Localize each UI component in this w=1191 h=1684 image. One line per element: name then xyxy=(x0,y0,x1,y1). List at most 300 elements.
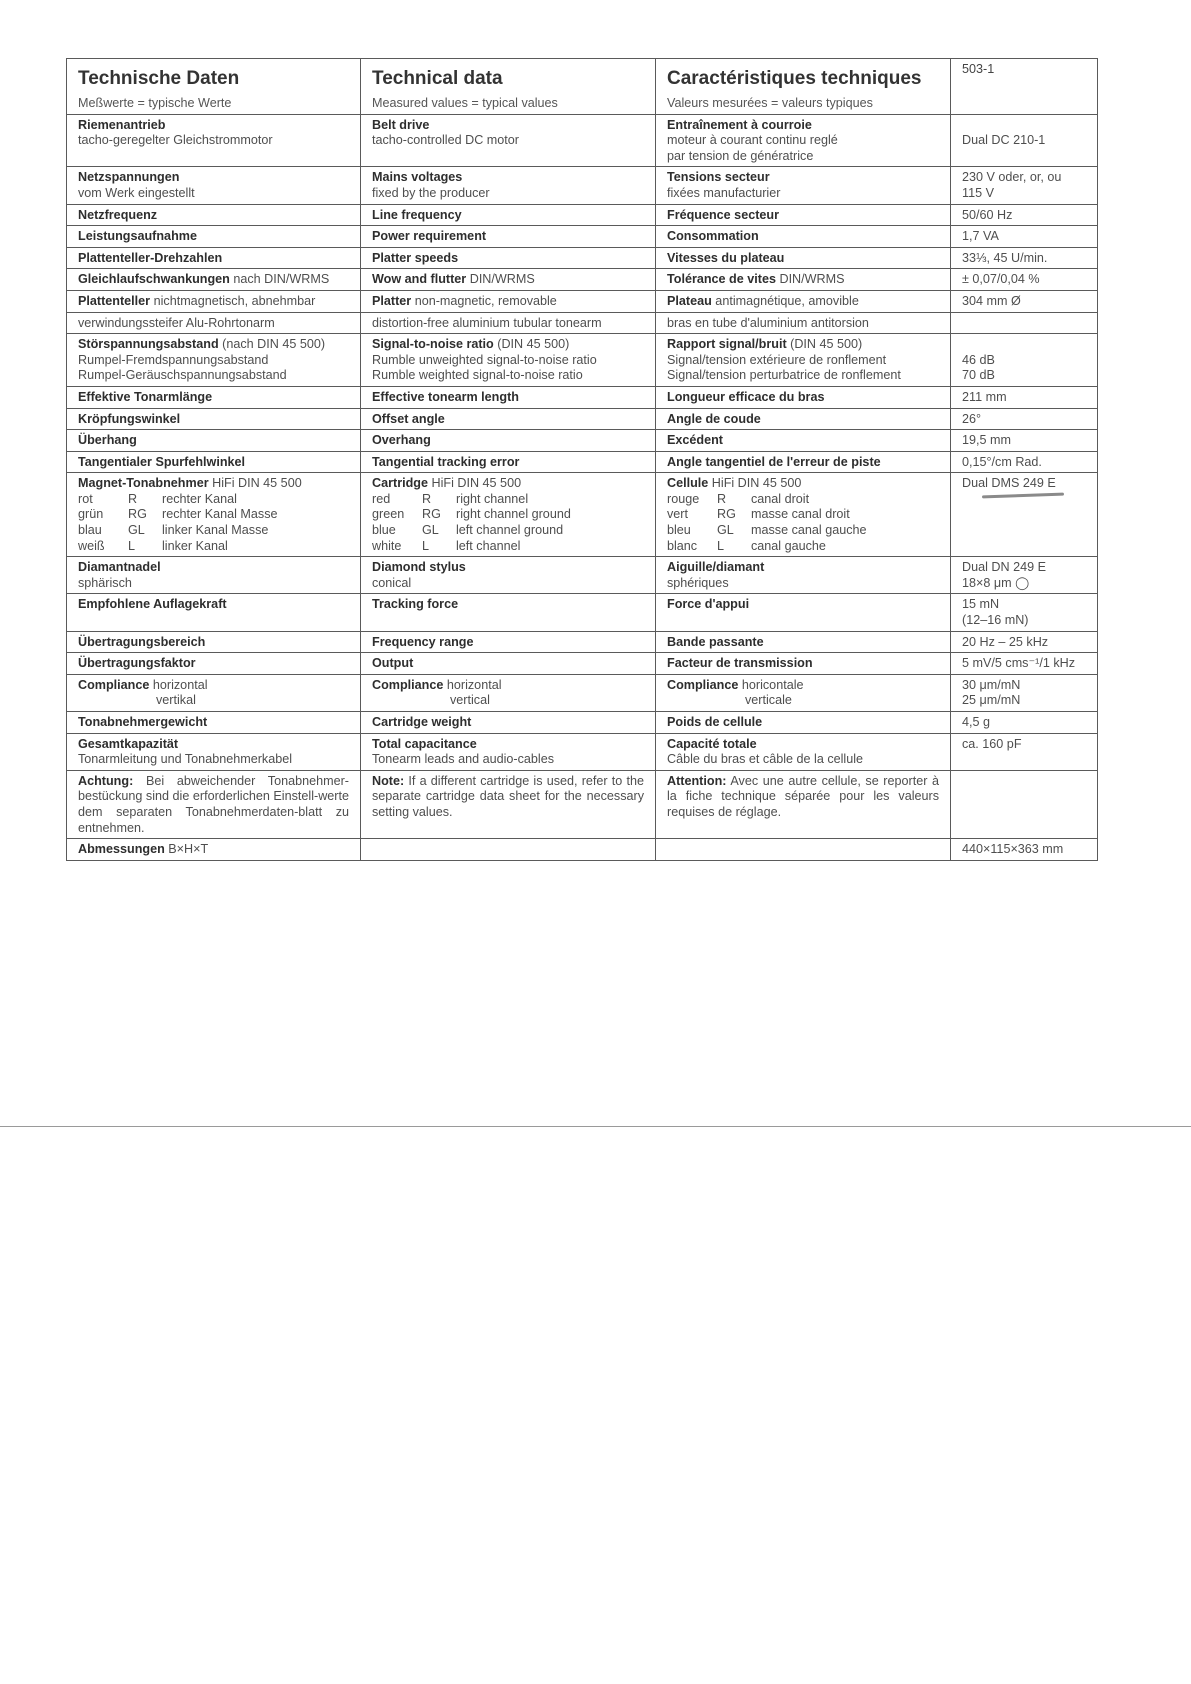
title-english: Technical data xyxy=(372,68,503,89)
label: Angle tangentiel de l'erreur de piste xyxy=(667,454,881,469)
spec-value: 33⅓, 45 U/min. xyxy=(962,250,1048,265)
line xyxy=(78,272,349,288)
note-label: Attention: xyxy=(667,773,727,788)
label-detail: horizontal xyxy=(443,677,502,692)
spec-row-wow-flutter xyxy=(67,269,1098,291)
cell-english xyxy=(361,594,656,631)
wire-line xyxy=(667,492,939,508)
spec-value: Dual DC 210-1 xyxy=(962,133,1046,148)
note-body: Avec une autre cellule, se reporter à la fiche technique séparée pour les valeurs requises de réglage. xyxy=(667,773,939,819)
text: conical xyxy=(372,575,412,590)
cell-german xyxy=(67,712,361,734)
cell-value xyxy=(951,247,1098,269)
line xyxy=(78,678,349,694)
cell-german xyxy=(67,247,361,269)
cell-value xyxy=(951,770,1098,838)
line xyxy=(78,752,349,768)
wire-line xyxy=(78,539,349,555)
label: Kröpfungswinkel xyxy=(78,411,181,426)
line xyxy=(372,752,644,768)
line xyxy=(78,576,349,592)
spec-row-platter-speeds xyxy=(67,247,1098,269)
label-detail: antimagnétique, amovible xyxy=(711,293,859,308)
label: Excédent xyxy=(667,433,723,448)
line xyxy=(667,368,939,384)
note-text xyxy=(372,774,644,821)
spec-value: 19,5 mm xyxy=(962,433,1011,448)
line xyxy=(372,576,644,592)
wire-code: GL xyxy=(717,523,734,538)
text: fixées manufacturier xyxy=(667,185,781,200)
label: Mains voltages xyxy=(372,170,463,185)
label: Tolérance de vites xyxy=(667,272,776,287)
spec-value: 30 μm/mN xyxy=(962,677,1021,692)
spec-row-stylus xyxy=(67,557,1098,594)
label: Capacité totale xyxy=(667,736,757,751)
spec-row-mains-voltages xyxy=(67,167,1098,204)
label-detail: HiFi DIN 45 500 xyxy=(208,476,302,491)
label: Consommation xyxy=(667,229,759,244)
note-body: If a different cartridge is used, refer to the separate cartridge data sheet for the necessary setting values. xyxy=(372,773,644,819)
label: Power requirement xyxy=(372,229,487,244)
cell-french xyxy=(656,114,951,167)
wire-code: L xyxy=(128,538,136,553)
label: Plateau xyxy=(667,293,712,308)
cell-french xyxy=(656,408,951,430)
label: Effective tonearm length xyxy=(372,389,519,404)
text: Signal/tension perturbatrice de ronflement xyxy=(667,368,901,383)
label: Plattenteller xyxy=(78,293,151,308)
label: Total capacitance xyxy=(372,736,477,751)
cell-english xyxy=(361,226,656,248)
page-fold-line xyxy=(0,1126,1191,1127)
spec-value: 230 V oder, or, ou xyxy=(962,170,1062,185)
cell-value xyxy=(951,204,1098,226)
cell-german xyxy=(67,334,361,387)
line xyxy=(372,635,644,651)
label: Offset angle xyxy=(372,411,445,426)
text: Signal/tension extérieure de ronflement xyxy=(667,352,887,367)
wire-color: white xyxy=(372,538,402,553)
line xyxy=(78,693,349,709)
text: moteur à courant continu reglé xyxy=(667,133,838,148)
label-detail: nach DIN/WRMS xyxy=(229,272,330,287)
line xyxy=(78,597,349,613)
line xyxy=(667,693,939,709)
spec-value: Dual DN 249 E xyxy=(962,560,1046,575)
line xyxy=(667,294,939,310)
cell-value xyxy=(951,594,1098,631)
line xyxy=(78,118,349,134)
label: Tangentialer Spurfehlwinkel xyxy=(78,454,246,469)
label: Tangential tracking error xyxy=(372,454,520,469)
cell-german xyxy=(67,653,361,675)
label-detail: DIN/WRMS xyxy=(466,272,535,287)
label: Leistungsaufnahme xyxy=(78,229,197,244)
line xyxy=(78,412,349,428)
wire-code: L xyxy=(422,538,430,553)
wire-code: GL xyxy=(422,523,439,538)
line xyxy=(372,476,644,492)
wire-desc: left channel ground xyxy=(456,523,564,538)
cell-french xyxy=(656,226,951,248)
line xyxy=(78,251,349,267)
wire-line xyxy=(372,523,644,539)
wire-color: bleu xyxy=(667,523,691,538)
label: Vitesses du plateau xyxy=(667,250,785,265)
label: Bande passante xyxy=(667,634,764,649)
cell-french xyxy=(656,312,951,334)
cell-value xyxy=(951,312,1098,334)
line xyxy=(667,337,939,353)
line xyxy=(78,186,349,202)
spec-row-tonearm-length xyxy=(67,386,1098,408)
wire-color: rouge xyxy=(667,491,700,506)
wire-code: RG xyxy=(128,507,147,522)
text: tacho-controlled DC motor xyxy=(372,133,519,148)
label: Cartridge xyxy=(372,476,428,491)
note-text xyxy=(667,774,939,821)
wire-color: blanc xyxy=(667,538,698,553)
line xyxy=(667,149,939,165)
header-german xyxy=(67,59,361,115)
line xyxy=(78,368,349,384)
line xyxy=(667,715,939,731)
cell-english xyxy=(361,204,656,226)
cell-german xyxy=(67,290,361,312)
cell-french xyxy=(656,712,951,734)
note-label: Achtung: xyxy=(78,773,134,788)
label: Line frequency xyxy=(372,207,462,222)
label: Belt drive xyxy=(372,117,430,132)
label: Übertragungsbereich xyxy=(78,634,206,649)
label: Übertragungsfaktor xyxy=(78,656,196,671)
cell-value xyxy=(951,839,1098,861)
cell-german xyxy=(67,631,361,653)
spec-value: 440×115×363 mm xyxy=(962,842,1064,857)
subtitle-english: Measured values = typical values xyxy=(372,96,558,110)
label-detail: non-magnetic, removable xyxy=(411,293,557,308)
cell-german xyxy=(67,674,361,711)
label: Cartridge weight xyxy=(372,715,472,729)
wire-code: R xyxy=(422,491,432,506)
label: Force d'appui xyxy=(667,597,750,612)
line xyxy=(667,455,939,471)
line xyxy=(667,118,939,134)
note-body: Bei abweichender Tonabnehmer-bestückung sind die erforderlichen Einstell-werte dem separaten Tonabnehmerdaten-blatt zu entnehmen. xyxy=(78,773,349,835)
cell-value xyxy=(951,386,1098,408)
line xyxy=(78,842,349,858)
text: sphärisch xyxy=(78,575,132,590)
line xyxy=(667,656,939,672)
line xyxy=(667,576,939,592)
label-detail: DIN/WRMS xyxy=(775,272,845,287)
label: Störspannungsabstand xyxy=(78,337,219,352)
label-detail: (DIN 45 500) xyxy=(493,337,570,352)
cell-german xyxy=(67,204,361,226)
label: Gleichlaufschwankungen xyxy=(78,272,230,287)
line xyxy=(372,678,644,694)
line xyxy=(78,737,349,753)
line xyxy=(667,737,939,753)
wire-desc: linker Kanal xyxy=(162,538,228,553)
cell-english xyxy=(361,269,656,291)
line xyxy=(372,455,644,471)
wire-color: weiß xyxy=(78,538,105,553)
wire-desc: left channel xyxy=(456,538,521,553)
label: Netzfrequenz xyxy=(78,207,158,222)
spec-value: 211 mm xyxy=(962,389,1007,404)
cell-value xyxy=(951,167,1098,204)
wire-desc: masse canal droit xyxy=(751,507,850,522)
cell-french xyxy=(656,770,951,838)
wire-color: grün xyxy=(78,507,104,522)
label-detail: B×H×T xyxy=(164,842,209,857)
wire-color: blue xyxy=(372,523,396,538)
line xyxy=(667,170,939,186)
cell-german xyxy=(67,167,361,204)
line xyxy=(78,455,349,471)
label: Netzspannungen xyxy=(78,170,180,185)
cell-german xyxy=(67,733,361,770)
spec-row-cartridge-weight xyxy=(67,712,1098,734)
line xyxy=(667,476,939,492)
line xyxy=(667,229,939,245)
cell-english xyxy=(361,167,656,204)
spec-row-compliance xyxy=(67,674,1098,711)
line xyxy=(372,272,644,288)
line xyxy=(667,186,939,202)
line xyxy=(78,229,349,245)
wire-color: vert xyxy=(667,507,688,522)
line xyxy=(78,133,349,149)
cell-english xyxy=(361,674,656,711)
label: Diamantnadel xyxy=(78,560,161,575)
text: tacho-geregelter Gleichstrommotor xyxy=(78,133,273,148)
spec-row-dimensions xyxy=(67,839,1098,861)
spec-row-output xyxy=(67,653,1098,675)
line xyxy=(372,229,644,245)
label-detail: nichtmagnetisch, abnehmbar xyxy=(150,293,316,308)
cell-english xyxy=(361,430,656,452)
line xyxy=(78,337,349,353)
text: par tension de génératrice xyxy=(667,148,814,163)
cell-english xyxy=(361,770,656,838)
text: sphériques xyxy=(667,575,729,590)
line xyxy=(372,368,644,384)
line xyxy=(667,597,939,613)
label: Signal-to-noise ratio xyxy=(372,337,494,352)
cell-german xyxy=(67,451,361,473)
line xyxy=(372,251,644,267)
label-detail: horicontale xyxy=(738,677,804,692)
line xyxy=(667,752,939,768)
subtitle-german: Meßwerte = typische Werte xyxy=(78,96,232,110)
label: Überhang xyxy=(78,433,137,448)
text: verwindungssteifer Alu-Rohrtonarm xyxy=(78,315,275,330)
spec-value: 115 V xyxy=(962,185,994,200)
subtitle-french: Valeurs mesurées = valeurs typiques xyxy=(667,96,873,110)
cell-english xyxy=(361,557,656,594)
line xyxy=(78,170,349,186)
cell-french xyxy=(656,631,951,653)
cell-german xyxy=(67,557,361,594)
line xyxy=(372,390,644,406)
wire-line xyxy=(78,507,349,523)
line xyxy=(372,208,644,224)
line xyxy=(372,656,644,672)
label: Diamond stylus xyxy=(372,560,466,575)
note-text xyxy=(78,774,349,836)
spec-value: 26° xyxy=(962,411,982,426)
cell-german xyxy=(67,839,361,861)
cell-french xyxy=(656,653,951,675)
label-detail: (nach DIN 45 500) xyxy=(218,337,326,352)
wire-color: rot xyxy=(78,491,93,506)
cell-value xyxy=(951,631,1098,653)
text: Rumpel-Fremdspannungsabstand xyxy=(78,352,269,367)
spec-row-platter xyxy=(67,290,1098,312)
cell-english xyxy=(361,290,656,312)
line xyxy=(372,316,644,332)
spec-value: 46 dB xyxy=(962,352,995,367)
cell-english xyxy=(361,408,656,430)
wire-code: R xyxy=(717,491,727,506)
line xyxy=(78,715,349,731)
cell-english xyxy=(361,386,656,408)
cell-english xyxy=(361,733,656,770)
cell-english xyxy=(361,473,656,557)
spec-value xyxy=(962,337,1086,353)
line xyxy=(78,560,349,576)
cell-value xyxy=(951,712,1098,734)
wire-desc: rechter Kanal Masse xyxy=(162,507,278,522)
label: Overhang xyxy=(372,433,431,448)
label: Tracking force xyxy=(372,597,459,612)
spec-value: 20 Hz – 25 kHz xyxy=(962,634,1049,649)
wire-desc: linker Kanal Masse xyxy=(162,523,269,538)
label: Poids de cellule xyxy=(667,715,763,729)
label: Wow and flutter xyxy=(372,272,467,287)
label: Cellule xyxy=(667,476,709,491)
wire-line xyxy=(78,523,349,539)
wire-code: R xyxy=(128,491,138,506)
spec-row-capacitance xyxy=(67,733,1098,770)
cell-value xyxy=(951,473,1098,557)
spec-row-offset-angle xyxy=(67,408,1098,430)
spec-value: ± 0,07/0,04 % xyxy=(962,272,1040,287)
cell-french xyxy=(656,557,951,594)
wire-line xyxy=(372,492,644,508)
text: vertikal xyxy=(156,693,196,708)
text: Tonearm leads and audio-cables xyxy=(372,752,555,767)
handwritten-underline xyxy=(982,492,1064,498)
title-german: Technische Daten xyxy=(78,68,240,89)
header-english xyxy=(361,59,656,115)
line xyxy=(667,635,939,651)
cell-french xyxy=(656,451,951,473)
wire-line xyxy=(667,507,939,523)
cell-french xyxy=(656,839,951,861)
cell-english xyxy=(361,839,656,861)
line xyxy=(667,353,939,369)
spec-value: 50/60 Hz xyxy=(962,207,1013,222)
spec-value: 304 mm Ø xyxy=(962,293,1021,308)
line xyxy=(372,560,644,576)
label: Plattenteller-Drehzahlen xyxy=(78,250,223,265)
wire-color: blau xyxy=(78,523,102,538)
label-detail: horizontal xyxy=(149,677,208,692)
label: Tonabnehmergewicht xyxy=(78,715,208,729)
spec-value: ca. 160 pF xyxy=(962,736,1022,751)
line xyxy=(78,476,349,492)
cell-german xyxy=(67,770,361,838)
line xyxy=(78,656,349,672)
cell-french xyxy=(656,247,951,269)
cell-value xyxy=(951,408,1098,430)
spec-value: 0,15°/cm Rad. xyxy=(962,454,1042,469)
line xyxy=(667,390,939,406)
label: Aiguille/diamant xyxy=(667,560,765,575)
cell-value xyxy=(951,733,1098,770)
text: bras en tube d'aluminium antitorsion xyxy=(667,315,869,330)
cell-german xyxy=(67,594,361,631)
cell-english xyxy=(361,312,656,334)
text: fixed by the producer xyxy=(372,185,490,200)
wire-desc: canal droit xyxy=(751,491,810,506)
spec-row-cartridge xyxy=(67,473,1098,557)
wire-line xyxy=(372,507,644,523)
line xyxy=(667,316,939,332)
cell-value xyxy=(951,290,1098,312)
cell-german xyxy=(67,386,361,408)
header-model xyxy=(951,59,1098,115)
text: Rumble weighted signal-to-noise ratio xyxy=(372,368,583,383)
cell-value xyxy=(951,451,1098,473)
text: Rumpel-Geräuschspannungsabstand xyxy=(78,368,287,383)
cell-english xyxy=(361,451,656,473)
wire-line xyxy=(667,523,939,539)
cell-french xyxy=(656,473,951,557)
wire-desc: canal gauche xyxy=(751,538,826,553)
spec-row-tonearm xyxy=(67,312,1098,334)
line xyxy=(78,316,349,332)
wire-code: L xyxy=(717,538,725,553)
line xyxy=(78,433,349,449)
line xyxy=(372,133,644,149)
spec-value: 70 dB xyxy=(962,368,995,383)
note-label: Note: xyxy=(372,773,405,788)
label: Entraînement à courroie xyxy=(667,117,812,132)
line xyxy=(667,433,939,449)
spec-value: 18×8 μm ◯ xyxy=(962,575,1030,590)
wire-line xyxy=(78,492,349,508)
cell-german xyxy=(67,408,361,430)
spec-row-tracking-force xyxy=(67,594,1098,631)
cell-french xyxy=(656,594,951,631)
spec-value: 15 mN xyxy=(962,597,1000,612)
label: Platter xyxy=(372,293,412,308)
wire-desc: masse canal gauche xyxy=(751,523,867,538)
header-row xyxy=(67,59,1098,115)
label: Angle de coude xyxy=(667,411,761,426)
spec-row-line-frequency xyxy=(67,204,1098,226)
line xyxy=(372,170,644,186)
line xyxy=(667,272,939,288)
line xyxy=(372,337,644,353)
line xyxy=(78,635,349,651)
cell-french xyxy=(656,334,951,387)
